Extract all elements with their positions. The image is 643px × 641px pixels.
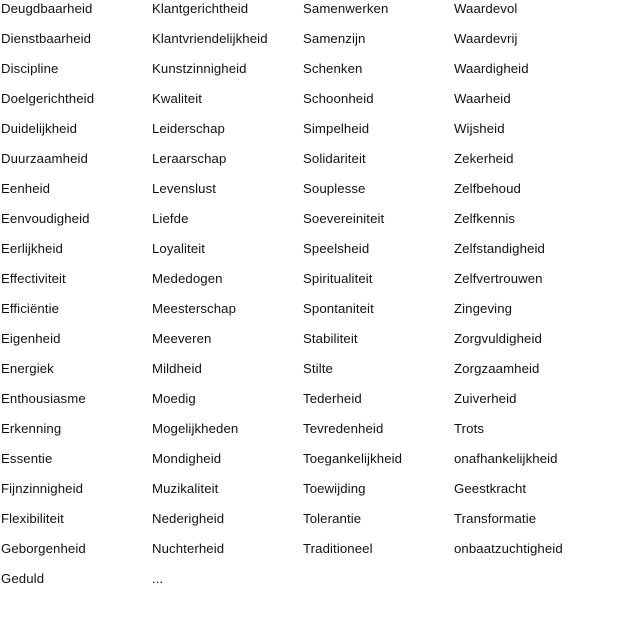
word-item: Moedig — [152, 391, 196, 406]
word-item: onbaatzuchtigheid — [454, 541, 563, 556]
word-item: Eenvoudigheid — [1, 211, 90, 226]
word-item: Geborgenheid — [1, 541, 86, 556]
word-item: Zelfstandigheid — [454, 241, 545, 256]
word-item: Zelfbehoud — [454, 181, 521, 196]
word-item: Zuiverheid — [454, 391, 517, 406]
word-item: Waardevol — [454, 1, 518, 16]
word-item: Zingeving — [454, 301, 513, 316]
word-item: Kwaliteit — [152, 91, 203, 106]
word-item: Mildheid — [152, 361, 202, 376]
word-item: Energiek — [1, 361, 54, 376]
word-item: Soevereiniteit — [303, 211, 385, 226]
word-item: Meeveren — [152, 331, 212, 346]
word-item: Efficiëntie — [1, 301, 60, 316]
word-item: Spiritualiteit — [303, 271, 373, 286]
word-item: Deugdbaarheid — [1, 1, 93, 16]
word-item: Solidariteit — [303, 151, 366, 166]
word-item: Eigenheid — [1, 331, 61, 346]
word-item: Klantgerichtheid — [152, 1, 249, 16]
word-item: Enthousiasme — [1, 391, 86, 406]
word-item: onafhankelijkheid — [454, 451, 558, 466]
word-item: Nederigheid — [152, 511, 225, 526]
word-column-4 — [454, 0, 614, 570]
word-item: Effectiviteit — [1, 271, 66, 286]
word-item: Mededogen — [152, 271, 223, 286]
word-item: Zorgzaamheid — [454, 361, 540, 376]
word-item: Leraarschap — [152, 151, 227, 166]
word-item: Nuchterheid — [152, 541, 225, 556]
word-item: Spontaniteit — [303, 301, 374, 316]
word-item: Samenwerken — [303, 1, 389, 16]
word-item: ... — [152, 571, 164, 586]
word-item: Waarheid — [454, 91, 511, 106]
word-item: Toewijding — [303, 481, 366, 496]
word-item: Klantvriendelijkheid — [152, 31, 268, 46]
word-item: Levenslust — [152, 181, 217, 196]
word-item: Tolerantie — [303, 511, 362, 526]
word-item: Speelsheid — [303, 241, 370, 256]
word-item: Eerlijkheid — [1, 241, 63, 256]
word-item: Souplesse — [303, 181, 366, 196]
word-item: Schoonheid — [303, 91, 374, 106]
word-item: Duidelijkheid — [1, 121, 78, 136]
word-item: Wijsheid — [454, 121, 505, 136]
word-item: Waardigheid — [454, 61, 529, 76]
word-item: Geestkracht — [454, 481, 527, 496]
word-item: Eenheid — [1, 181, 51, 196]
word-item: Meesterschap — [152, 301, 237, 316]
word-item: Geduld — [1, 571, 45, 586]
word-column-3 — [303, 0, 463, 570]
word-item: Discipline — [1, 61, 59, 76]
word-item: Mondigheid — [152, 451, 222, 466]
word-item: Tevredenheid — [303, 421, 384, 436]
word-item: Muzikaliteit — [152, 481, 219, 496]
word-item: Duurzaamheid — [1, 151, 88, 166]
word-item: Zorgvuldigheid — [454, 331, 542, 346]
word-item: Waardevrij — [454, 31, 518, 46]
word-item: Zelfvertrouwen — [454, 271, 543, 286]
word-item: Trots — [454, 421, 485, 436]
word-item: Simpelheid — [303, 121, 370, 136]
word-item: Dienstbaarheid — [1, 31, 92, 46]
word-item: Tederheid — [303, 391, 362, 406]
word-item: Liefde — [152, 211, 189, 226]
word-item: Loyaliteit — [152, 241, 206, 256]
word-item: Doelgerichtheid — [1, 91, 95, 106]
word-item: Traditioneel — [303, 541, 373, 556]
word-column-1 — [1, 0, 161, 600]
word-item: Samenzijn — [303, 31, 366, 46]
word-item: Toegankelijkheid — [303, 451, 403, 466]
word-item: Fijnzinnigheid — [1, 481, 84, 496]
word-item: Kunstzinnigheid — [152, 61, 247, 76]
word-item: Schenken — [303, 61, 363, 76]
word-item: Stabiliteit — [303, 331, 358, 346]
word-item: Transformatie — [454, 511, 537, 526]
word-item: Leiderschap — [152, 121, 225, 136]
word-item: Mogelijkheden — [152, 421, 239, 436]
word-column-2 — [152, 0, 312, 600]
word-item: Stilte — [303, 361, 333, 376]
word-item: Zelfkennis — [454, 211, 516, 226]
word-item: Zekerheid — [454, 151, 514, 166]
word-item: Flexibiliteit — [1, 511, 64, 526]
word-item: Erkenning — [1, 421, 62, 436]
word-item: Essentie — [1, 451, 53, 466]
